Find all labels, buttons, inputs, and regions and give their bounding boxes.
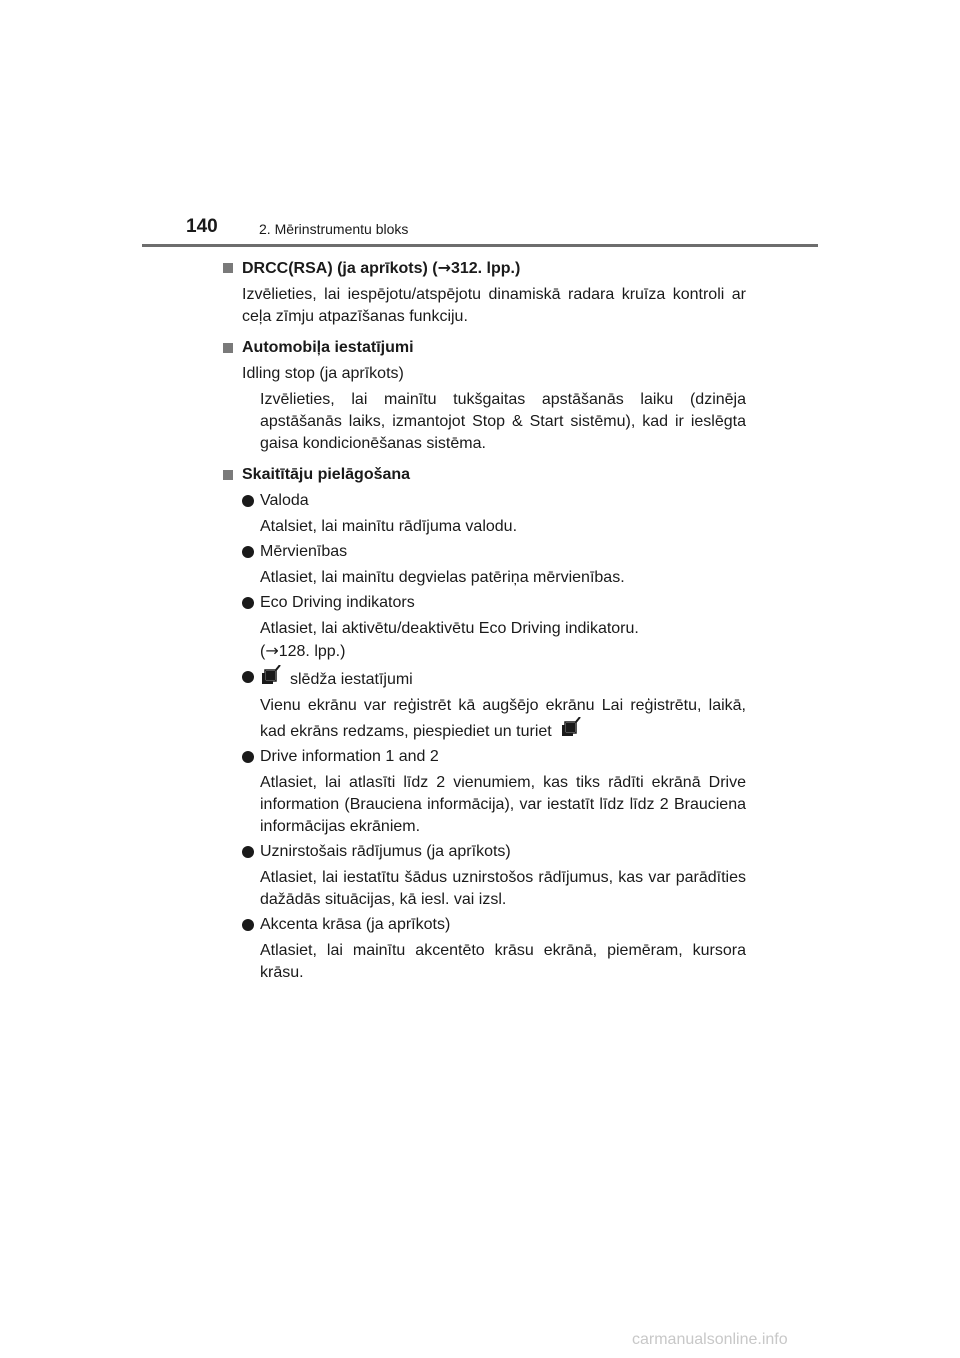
section-drcc-heading: DRCC(RSA) (ja aprīkots) (→312. lpp.) [222, 256, 746, 281]
page-number: 140 [186, 216, 218, 237]
bullet-icon [242, 919, 254, 931]
popup-text: Atlasiet, lai iestatītu šādus uznirstošos rādījumus, kas var parādīties dažādās situācijas, kā iesl. vai izsl. [260, 869, 746, 908]
list-item-eco: Eco Driving indikators [222, 591, 746, 615]
bullet-icon [242, 671, 254, 683]
list-item-accent: Akcenta krāsa (ja aprīkots) [222, 913, 746, 937]
section-vehicle-heading: Automobiļa iestatījumi [222, 336, 746, 360]
section-meter-heading: Skaitītāju pielāgošana [222, 463, 746, 487]
page-content [222, 256, 746, 984]
units-text: Atlasiet, lai mainītu degvielas patēriņa mērvienības. [260, 569, 625, 586]
bullet-icon [242, 495, 254, 507]
list-item-units: Mērvienības [222, 540, 746, 564]
arrow-right-icon: → [265, 641, 279, 660]
bullet-icon [242, 546, 254, 558]
header-rule [142, 244, 818, 247]
bullet-icon [242, 751, 254, 763]
list-item-switch: slēdža iestatījumi [222, 665, 746, 692]
switch-text: Vienu ekrānu var reģistrēt kā augšējo ekrānu Lai reģistrētu, laikā, kad ekrāns redzams, piespiediet un turiet [260, 697, 746, 740]
bullet-icon [242, 597, 254, 609]
chapter-title: 2. Mērinstrumentu bloks [259, 221, 409, 237]
list-item-popup: Uznirstošais rādījumus (ja aprīkots) [222, 840, 746, 864]
idling-stop-label: Idling stop (ja aprīkots) [242, 365, 404, 382]
screen-switch-icon [260, 665, 282, 687]
screen-switch-icon [560, 717, 582, 739]
section-square-icon [223, 343, 233, 353]
language-text: Atalsiet, lai mainītu rādījuma valodu. [260, 518, 518, 535]
drive-info-text: Atlasiet, lai atlasīti līdz 2 vienumiem, kas tiks rādīti ekrānā Drive information (Brauciena informācija), var iestatīt līdz līdz 2 Brauciena informācijas ekrāniem. [260, 774, 746, 835]
watermark: carmanualsonline.info [632, 1331, 788, 1348]
list-item-language: Valoda [222, 489, 746, 513]
section-square-icon [223, 263, 233, 273]
section-square-icon [223, 470, 233, 480]
bullet-icon [242, 846, 254, 858]
idling-stop-text: Izvēlieties, lai mainītu tukšgaitas apstāšanās laiku (dzinēja apstāšanās laiks, izmantojot Stop & Start sistēmu), kad ir ieslēgta gaisa kondicionēšanas sistēma. [260, 391, 746, 452]
eco-text: Atlasiet, lai aktivētu/deaktivētu Eco Driving indikatoru. (→128. lpp.) [260, 620, 639, 660]
accent-text: Atlasiet, lai mainītu akcentēto krāsu ekrānā, piemēram, kursora krāsu. [260, 942, 746, 981]
list-item-drive-info: Drive information 1 and 2 [222, 745, 746, 769]
section-drcc-text: Izvēlieties, lai iespējotu/atspējotu dinamiskā radara kruīza kontroli ar ceļa zīmju atpazīšanas funkciju. [242, 286, 746, 325]
arrow-right-icon: → [437, 258, 451, 277]
